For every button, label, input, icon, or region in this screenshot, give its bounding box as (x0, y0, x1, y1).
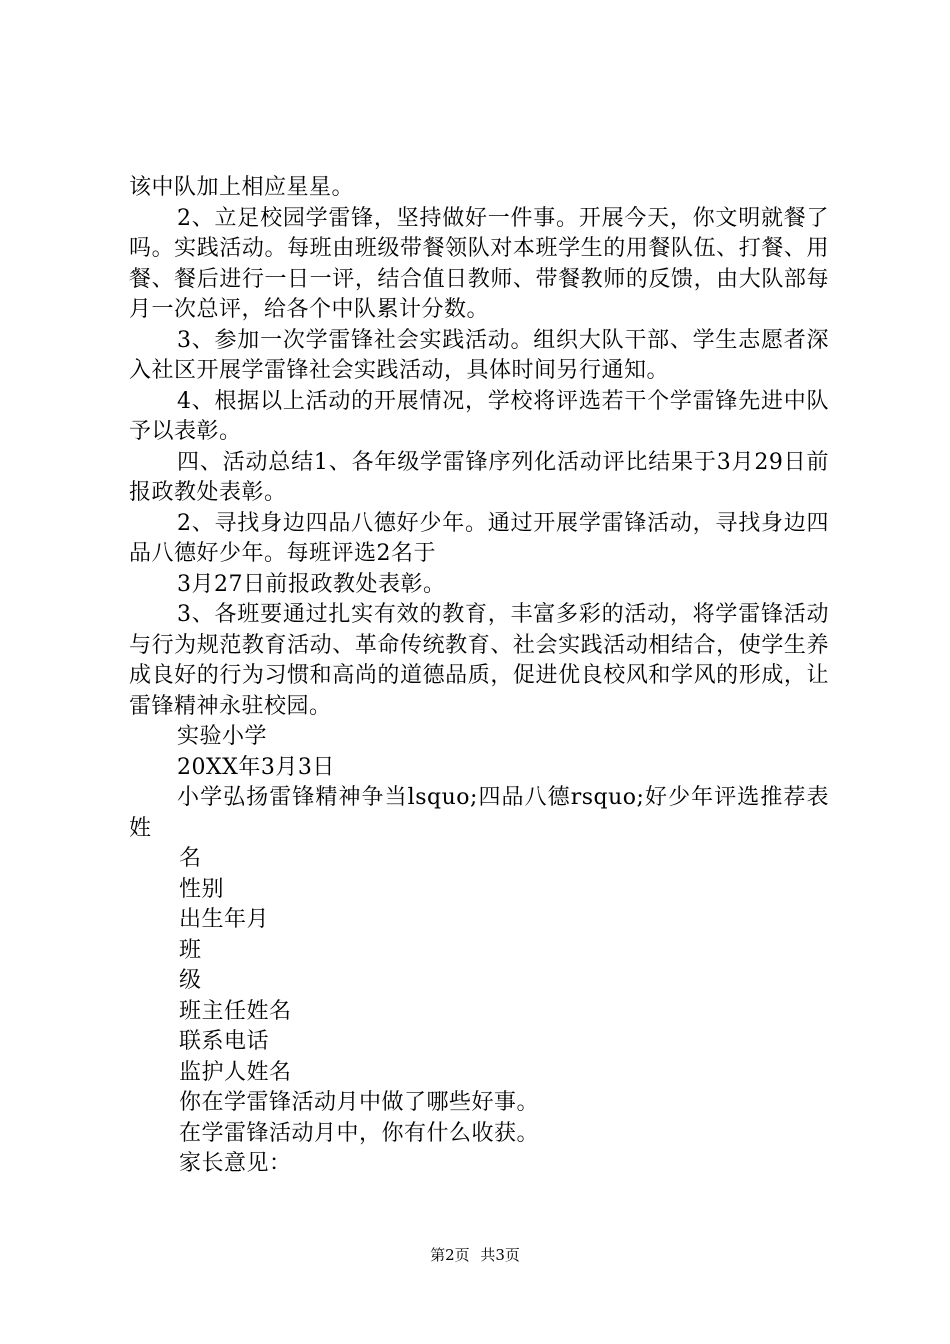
form-field-teacher: 班主任姓名 (179, 998, 292, 1024)
paragraph-summary-3: 3、各班要通过扎实有效的教育，丰富多彩的活动，将学雷锋活动与行为规范教育活动、革命传统教育、社会实践活动相结合，使学生养成良好的行为习惯和高尚的道德品质，促进优良校风和学风的形成，让雷锋精神永驻校园。 (129, 602, 829, 719)
page-footer (0, 1244, 950, 1265)
form-question-gains: 在学雷锋活动月中，你有什么收获。 (179, 1120, 540, 1146)
form-field-name: 名 (179, 846, 202, 871)
form-title: 小学弘扬雷锋精神争当lsquo;四品八德rsquo;好少年评选推荐表姓 (129, 785, 829, 841)
paragraph-item-2: 2、立足校园学雷锋，坚持做好一件事。开展今天，你文明就餐了吗。实践活动。每班由班级带餐领队对本班学生的用餐队伍、打餐、用餐、餐后进行一日一评，结合值日教师、带餐教师的反馈，由大队部每月一次总评，给各个中队累计分数。 (129, 205, 829, 322)
paragraph-summary-2: 2、寻找身边四品八德好少年。通过开展学雷锋活动，寻找身边四品八德好少年。每班评选2名于 (129, 510, 829, 566)
form-field-guardian: 监护人姓名 (179, 1059, 292, 1085)
form-question-good-deeds: 你在学雷锋活动月中做了哪些好事。 (179, 1090, 540, 1115)
paragraph-summary: 四、活动总结1、各年级学雷锋序列化活动评比结果于3月29日前报政教处表彰。 (129, 449, 829, 505)
paragraph-item-4: 4、根据以上活动的开展情况，学校将评选若干个学雷锋先进中队予以表彰。 (129, 388, 829, 444)
paragraph-continuation: 该中队加上相应星星。 (129, 175, 355, 200)
page-number: 第2页 (430, 1246, 470, 1264)
form-field-parent-opinion: 家长意见： (179, 1151, 292, 1176)
signature-date: 20XX年3月3日 (177, 754, 335, 780)
form-field-birth: 出生年月 (179, 907, 270, 932)
signature-school: 实验小学 (177, 724, 268, 749)
form-field-gender: 性别 (179, 876, 225, 902)
form-field-phone: 联系电话 (179, 1029, 270, 1054)
page-total: 共3页 (480, 1246, 520, 1264)
paragraph-deadline: 3月27日前报政教处表彰。 (177, 571, 446, 597)
form-field-class-1: 班 (179, 937, 202, 963)
document-body (129, 173, 829, 1180)
form-field-class-2: 级 (179, 968, 202, 993)
paragraph-item-3: 3、参加一次学雷锋社会实践活动。组织大队干部、学生志愿者深入社区开展学雷锋社会实践活动，具体时间另行通知。 (129, 327, 829, 383)
